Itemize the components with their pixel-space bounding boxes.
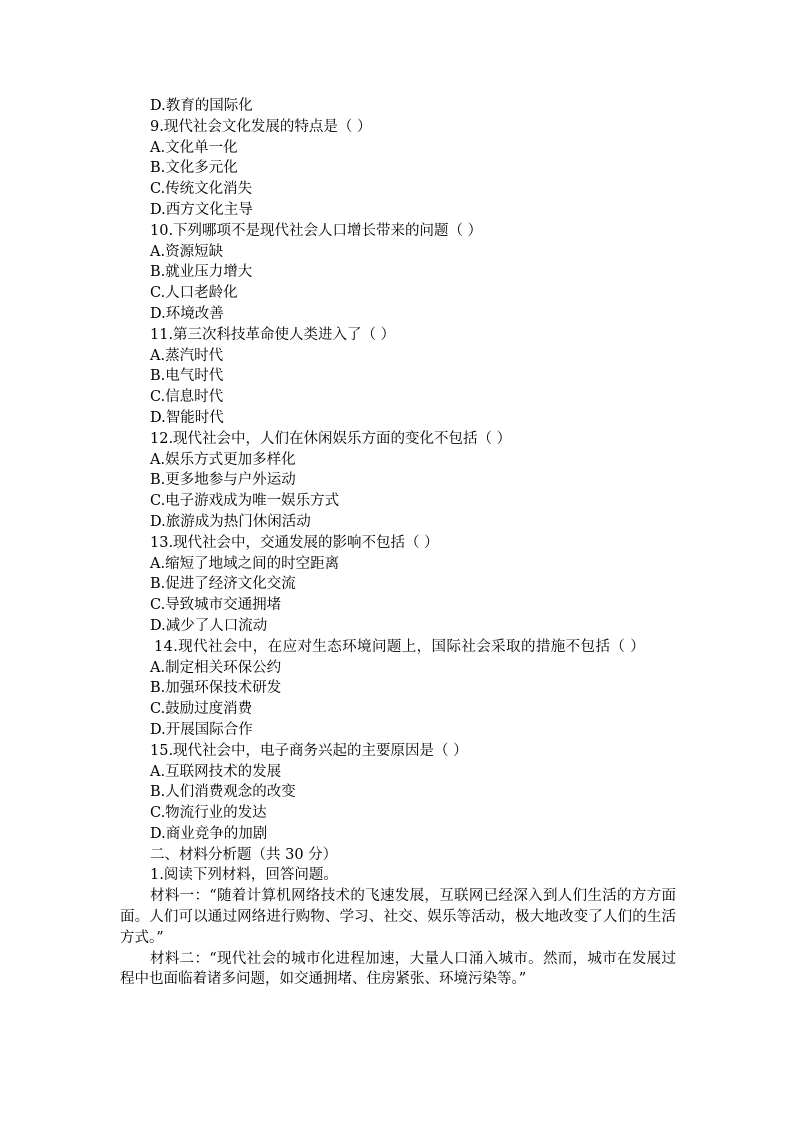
option-14c: C.鼓励过度消费 [150,701,253,718]
option-11d: D.智能时代 [150,409,224,426]
option-13d: D.减少了人口流动 [150,617,268,634]
option-9d: D.西方文化主导 [150,201,253,218]
option-15a: A.互联网技术的发展 [150,763,282,780]
option-9b: B.文化多元化 [150,160,238,177]
question-material-1: 1.阅读下列材料，回答问题。 [150,867,338,884]
question-10: 10.下列哪项不是现代社会人口增长带来的问题（ ） [150,222,483,239]
option-10b: B.就业压力增大 [150,264,253,281]
option-12d: D.旅游成为热门休闲活动 [150,513,311,530]
option-11a: A.蒸汽时代 [150,347,224,364]
option-14d: D.开展国际合作 [150,721,253,738]
option-13c: C.导致城市交通拥堵 [150,597,282,614]
option-10d: D.环境改善 [150,305,224,322]
question-13: 13.现代社会中，交通发展的影响不包括（ ） [150,534,439,551]
option-14b: B.加强环保技术研发 [150,680,282,697]
section-heading-material-analysis: 二、材料分析题（共 30 分） [150,846,338,863]
option-10a: A.资源短缺 [150,243,224,260]
option-15d: D.商业竞争的加剧 [150,825,268,842]
option-11b: B.电气时代 [150,368,224,385]
question-11: 11.第三次科技革命使人类进入了（ ） [150,326,396,343]
option-9c: C.传统文化消失 [150,181,253,198]
question-15: 15.现代社会中，电子商务兴起的主要原因是（ ） [150,742,468,759]
option-12b: B.更多地参与户外运动 [150,472,296,489]
material-one: 材料一：“随着计算机网络技术的飞速发展，互联网已经深入到人们生活的方方面面。人们可以通过网络进行购物、学习、社交、娱乐等活动，极大地改变了人们的生活方式。” [120,888,676,946]
option-11c: C.信息时代 [150,389,224,406]
option-12a: A.娱乐方式更加多样化 [150,451,296,468]
option-9a: A.文化单一化 [150,139,238,156]
question-14: 14.现代社会中，在应对生态环境问题上，国际社会采取的措施不包括（ ） [154,638,646,655]
question-9: 9.现代社会文化发展的特点是（ ） [150,118,372,135]
option-14a: A.制定相关环保公约 [150,659,282,676]
option-15b: B.人们消费观念的改变 [150,784,296,801]
option-8d: D.教育的国际化 [150,98,253,114]
option-12c: C.电子游戏成为唯一娱乐方式 [150,493,340,510]
question-12: 12.现代社会中，人们在休闲娱乐方面的变化不包括（ ） [150,430,512,447]
exam-content [120,96,676,990]
option-13b: B.促进了经济文化交流 [150,576,296,593]
option-13a: A.缩短了地域之间的时空距离 [150,555,340,572]
option-10c: C.人口老龄化 [150,285,238,302]
option-15c: C.物流行业的发达 [150,805,267,822]
material-two: 材料二：“现代社会的城市化进程加速，大量人口涌入城市。然而，城市在发展过程中也面临着诸多问题，如交通拥堵、住房紧张、环境污染等。” [120,950,676,988]
